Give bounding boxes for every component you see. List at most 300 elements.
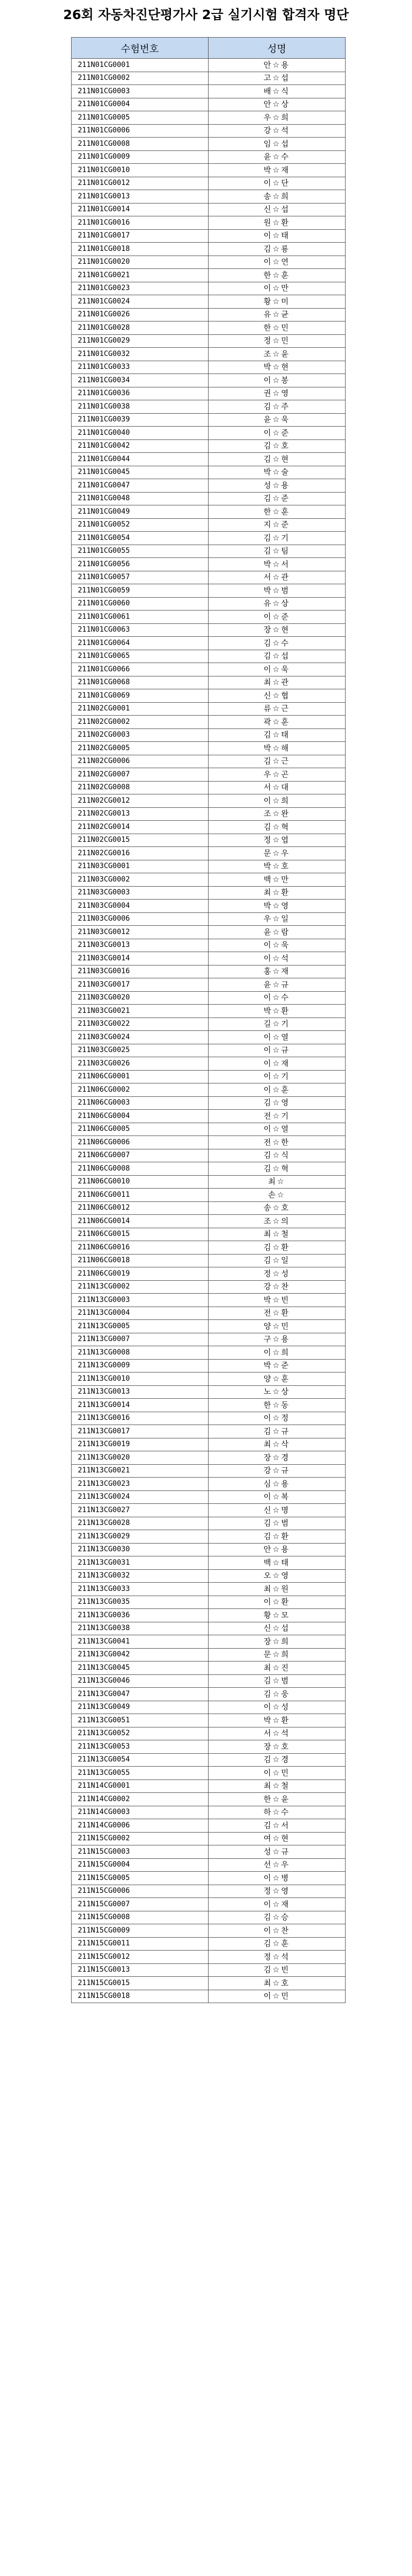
name-cell: 조☆완 <box>209 807 346 821</box>
table-row <box>72 1662 346 1675</box>
name-cell: 이☆연 <box>209 256 346 269</box>
exam-number-cell: 211N03CG0024 <box>72 1031 209 1044</box>
exam-number-cell: 211N15CG0004 <box>72 1858 209 1872</box>
name-cell: 박☆영 <box>209 900 346 913</box>
exam-number-cell: 211N01CG0064 <box>72 637 209 650</box>
name-cell: 장☆경 <box>209 1451 346 1465</box>
exam-number-cell: 211N13CG0007 <box>72 1333 209 1346</box>
exam-number-cell: 211N13CG0014 <box>72 1399 209 1412</box>
exam-number-cell: 211N01CG0005 <box>72 111 209 125</box>
name-cell: 박☆술 <box>209 466 346 479</box>
name-cell: 문☆희 <box>209 1648 346 1662</box>
name-cell: 김☆범 <box>209 1517 346 1530</box>
name-cell: 배☆식 <box>209 85 346 98</box>
exam-number-cell: 211N06CG0019 <box>72 1267 209 1281</box>
table-row <box>72 623 346 637</box>
name-cell: 박☆환 <box>209 1005 346 1018</box>
exam-number-cell: 211N14CG0002 <box>72 1793 209 1806</box>
name-cell: 최☆삭 <box>209 1438 346 1451</box>
name-cell: 조☆의 <box>209 1215 346 1228</box>
exam-number-cell: 211N06CG0008 <box>72 1162 209 1176</box>
exam-number-cell: 211N03CG0001 <box>72 860 209 873</box>
name-cell: 김☆혁 <box>209 1162 346 1176</box>
name-cell: 권☆영 <box>209 387 346 400</box>
name-cell: 이☆훈 <box>209 1083 346 1097</box>
name-cell: 지☆준 <box>209 518 346 532</box>
table-row <box>72 1005 346 1018</box>
table-row <box>72 98 346 111</box>
table-row <box>72 821 346 834</box>
table-row <box>72 72 346 85</box>
exam-number-cell: 211N01CG0068 <box>72 676 209 689</box>
exam-number-cell: 211N01CG0013 <box>72 190 209 204</box>
table-row <box>72 269 346 282</box>
table-row <box>72 1307 346 1320</box>
exam-number-cell: 211N15CG0005 <box>72 1872 209 1885</box>
exam-number-cell: 211N13CG0017 <box>72 1425 209 1438</box>
name-cell: 이☆준 <box>209 427 346 440</box>
exam-number-cell: 211N01CG0010 <box>72 164 209 177</box>
table-row <box>72 1937 346 1951</box>
table-row <box>72 1438 346 1451</box>
name-cell: 홍☆재 <box>209 965 346 978</box>
name-cell: 이☆재 <box>209 1057 346 1071</box>
exam-number-cell: 211N13CG0004 <box>72 1307 209 1320</box>
table-row <box>72 978 346 992</box>
exam-number-cell: 211N03CG0012 <box>72 926 209 939</box>
name-cell: 김☆승 <box>209 1911 346 1924</box>
name-cell: 김☆섭 <box>209 650 346 663</box>
table-row <box>72 400 346 414</box>
name-cell: 신☆협 <box>209 689 346 703</box>
exam-number-cell: 211N01CG0002 <box>72 72 209 85</box>
name-cell: 김☆식 <box>209 1149 346 1162</box>
exam-number-cell: 211N13CG0008 <box>72 1346 209 1360</box>
table-row <box>72 1070 346 1083</box>
name-cell: 이☆만 <box>209 282 346 295</box>
table-row <box>72 650 346 663</box>
exam-number-cell: 211N06CG0004 <box>72 1110 209 1123</box>
name-cell: 이☆기 <box>209 1070 346 1083</box>
name-cell: 김☆태 <box>209 728 346 742</box>
name-cell: 손☆ <box>209 1189 346 1202</box>
table-row <box>72 1031 346 1044</box>
table-row <box>72 728 346 742</box>
exam-number-cell: 211N03CG0003 <box>72 886 209 900</box>
exam-number-cell: 211N03CG0022 <box>72 1018 209 1031</box>
name-cell: 길☆기 <box>209 1018 346 1031</box>
exam-number-cell: 211N01CG0061 <box>72 611 209 624</box>
table-row <box>72 150 346 164</box>
exam-number-cell: 211N14CG0003 <box>72 1806 209 1819</box>
table-row <box>72 164 346 177</box>
exam-number-cell: 211N13CG0038 <box>72 1622 209 1635</box>
name-cell: 성☆용 <box>209 479 346 493</box>
name-cell: 정☆석 <box>209 1951 346 1964</box>
exam-number-cell: 211N01CG0056 <box>72 558 209 571</box>
name-cell: 정☆영 <box>209 1885 346 1898</box>
name-cell: 백☆만 <box>209 873 346 887</box>
table-row <box>72 1359 346 1372</box>
exam-number-cell: 211N06CG0015 <box>72 1228 209 1241</box>
name-cell: 이☆석 <box>209 952 346 965</box>
table-row <box>72 1201 346 1215</box>
name-cell: 한☆훈 <box>209 269 346 282</box>
table-row <box>72 111 346 125</box>
name-cell: 박☆서 <box>209 558 346 571</box>
table-row <box>72 1793 346 1806</box>
table-row <box>72 1674 346 1688</box>
table-row <box>72 1609 346 1622</box>
exam-number-cell: 211N13CG0024 <box>72 1490 209 1504</box>
name-cell: 곽☆훈 <box>209 716 346 729</box>
exam-number-cell: 211N13CG0046 <box>72 1674 209 1688</box>
table-row <box>72 532 346 545</box>
exam-number-cell: 211N01CG0040 <box>72 427 209 440</box>
exam-number-cell: 211N14CG0001 <box>72 1780 209 1793</box>
exam-number-cell: 211N13CG0055 <box>72 1767 209 1780</box>
table-row <box>72 1333 346 1346</box>
name-cell: 이☆열 <box>209 1031 346 1044</box>
table-row <box>72 190 346 204</box>
name-cell: 원☆환 <box>209 216 346 230</box>
exam-number-cell: 211N01CG0052 <box>72 518 209 532</box>
table-row <box>72 229 346 243</box>
table-row <box>72 1083 346 1097</box>
table-row <box>72 1963 346 1977</box>
table-row <box>72 1951 346 1964</box>
exam-number-cell: 211N01CG0066 <box>72 663 209 676</box>
exam-number-cell: 211N02CG0002 <box>72 716 209 729</box>
name-cell: 김☆서 <box>209 1819 346 1833</box>
name-cell: 이☆환 <box>209 1596 346 1609</box>
name-cell: 장☆호 <box>209 1740 346 1754</box>
exam-number-cell: 211N06CG0005 <box>72 1123 209 1136</box>
name-cell: 선☆우 <box>209 1858 346 1872</box>
table-row <box>72 1464 346 1478</box>
exam-number-cell: 211N15CG0007 <box>72 1898 209 1911</box>
table-row <box>72 597 346 611</box>
table-row <box>72 295 346 309</box>
exam-number-cell: 211N01CG0009 <box>72 150 209 164</box>
exam-number-cell: 211N01CG0059 <box>72 584 209 598</box>
table-row <box>72 637 346 650</box>
table-row <box>72 321 346 335</box>
exam-number-cell: 211N06CG0007 <box>72 1149 209 1162</box>
exam-number-cell: 211N02CG0016 <box>72 847 209 860</box>
name-cell: 유☆균 <box>209 308 346 321</box>
name-cell: 성☆규 <box>209 1845 346 1859</box>
table-row <box>72 1924 346 1938</box>
exam-number-cell: 211N13CG0047 <box>72 1688 209 1701</box>
name-cell: 이☆성 <box>209 1701 346 1714</box>
name-cell: 임☆섭 <box>209 138 346 151</box>
table-row <box>72 1858 346 1872</box>
table-row <box>72 716 346 729</box>
name-cell: 김☆룡 <box>209 243 346 256</box>
name-cell: 최☆관 <box>209 676 346 689</box>
table-row <box>72 361 346 374</box>
exam-number-cell: 211N13CG0052 <box>72 1727 209 1740</box>
table-row <box>72 1727 346 1740</box>
name-cell: 최☆ <box>209 1175 346 1189</box>
exam-number-cell: 211N01CG0042 <box>72 439 209 453</box>
table-row <box>72 1018 346 1031</box>
table-row <box>72 558 346 571</box>
table-row <box>72 1688 346 1701</box>
name-cell: 강☆석 <box>209 124 346 138</box>
table-row <box>72 1412 346 1425</box>
name-cell: 최☆진 <box>209 1662 346 1675</box>
exam-number-cell: 211N13CG0016 <box>72 1412 209 1425</box>
exam-number-cell: 211N13CG0031 <box>72 1556 209 1570</box>
name-cell: 최☆철 <box>209 1228 346 1241</box>
exam-number-cell: 211N15CG0006 <box>72 1885 209 1898</box>
exam-number-cell: 211N02CG0014 <box>72 821 209 834</box>
name-cell: 장☆현 <box>209 623 346 637</box>
exam-number-cell: 211N13CG0020 <box>72 1451 209 1465</box>
name-cell: 전☆한 <box>209 1136 346 1149</box>
name-cell: 김☆영 <box>209 1096 346 1110</box>
table-row <box>72 439 346 453</box>
name-cell: 황☆모 <box>209 1609 346 1622</box>
name-cell: 장☆희 <box>209 1635 346 1649</box>
name-cell: 서☆관 <box>209 571 346 584</box>
exam-number-cell: 211N01CG0045 <box>72 466 209 479</box>
exam-number-cell: 211N13CG0029 <box>72 1530 209 1544</box>
name-cell: 조☆윤 <box>209 348 346 361</box>
exam-number-cell: 211N02CG0006 <box>72 755 209 768</box>
exam-number-cell: 211N13CG0030 <box>72 1543 209 1556</box>
table-row <box>72 203 346 216</box>
table-row <box>72 1898 346 1911</box>
table-row <box>72 1740 346 1754</box>
name-cell: 박☆범 <box>209 584 346 598</box>
exam-number-cell: 211N03CG0013 <box>72 939 209 952</box>
table-row <box>72 124 346 138</box>
table-row <box>72 59 346 72</box>
table-row <box>72 702 346 716</box>
exam-number-cell: 211N02CG0015 <box>72 834 209 847</box>
name-cell: 전☆환 <box>209 1307 346 1320</box>
name-cell: 김☆근 <box>209 755 346 768</box>
exam-number-cell: 211N03CG0020 <box>72 991 209 1005</box>
table-row <box>72 1845 346 1859</box>
name-cell: 김☆주 <box>209 400 346 414</box>
exam-number-cell: 211N06CG0003 <box>72 1096 209 1110</box>
table-row <box>72 1294 346 1307</box>
table-row <box>72 1517 346 1530</box>
name-cell: 심☆용 <box>209 1478 346 1491</box>
exam-number-cell: 211N06CG0001 <box>72 1070 209 1083</box>
name-cell: 구☆용 <box>209 1333 346 1346</box>
exam-number-cell: 211N01CG0003 <box>72 85 209 98</box>
name-cell: 신☆섭 <box>209 203 346 216</box>
table-row <box>72 243 346 256</box>
table-row <box>72 860 346 873</box>
table-row <box>72 466 346 479</box>
exam-number-cell: 211N13CG0005 <box>72 1320 209 1333</box>
name-cell: 여☆현 <box>209 1832 346 1845</box>
table-row <box>72 1832 346 1845</box>
column-header-exam-number: 수험번호 <box>72 38 209 59</box>
table-row <box>72 1136 346 1149</box>
name-cell: 이☆수 <box>209 991 346 1005</box>
exam-number-cell: 211N03CG0017 <box>72 978 209 992</box>
name-cell: 서☆대 <box>209 781 346 794</box>
name-cell: 김☆준 <box>209 492 346 505</box>
exam-number-cell: 211N03CG0006 <box>72 912 209 926</box>
name-cell: 한☆윤 <box>209 1793 346 1806</box>
exam-number-cell: 211N13CG0028 <box>72 1517 209 1530</box>
name-cell: 신☆섭 <box>209 1622 346 1635</box>
name-cell: 최☆원 <box>209 1583 346 1596</box>
name-cell: 이☆봉 <box>209 374 346 387</box>
name-cell: 김☆혁 <box>209 821 346 834</box>
exam-number-cell: 211N01CG0028 <box>72 321 209 335</box>
name-cell: 오☆영 <box>209 1569 346 1583</box>
table-row <box>72 1110 346 1123</box>
exam-number-cell: 211N06CG0006 <box>72 1136 209 1149</box>
table-row <box>72 177 346 190</box>
name-cell: 이☆복 <box>209 1490 346 1504</box>
name-cell: 윤☆규 <box>209 978 346 992</box>
table-row <box>72 85 346 98</box>
name-cell: 하☆수 <box>209 1806 346 1819</box>
table-row <box>72 1596 346 1609</box>
table-row <box>72 1162 346 1176</box>
exam-number-cell: 211N01CG0023 <box>72 282 209 295</box>
name-cell: 양☆민 <box>209 1320 346 1333</box>
table-row <box>72 611 346 624</box>
table-row <box>72 1767 346 1780</box>
name-cell: 최☆철 <box>209 1780 346 1793</box>
table-row <box>72 1267 346 1281</box>
exam-number-cell: 211N15CG0013 <box>72 1963 209 1977</box>
table-row <box>72 1569 346 1583</box>
exam-number-cell: 211N03CG0002 <box>72 873 209 887</box>
name-cell: 안☆용 <box>209 1543 346 1556</box>
exam-number-cell: 211N15CG0011 <box>72 1937 209 1951</box>
exam-number-cell: 211N02CG0001 <box>72 702 209 716</box>
table-row <box>72 873 346 887</box>
exam-number-cell: 211N15CG0002 <box>72 1832 209 1845</box>
exam-number-cell: 211N06CG0010 <box>72 1175 209 1189</box>
table-row <box>72 1320 346 1333</box>
table-row <box>72 755 346 768</box>
name-cell: 백☆태 <box>209 1556 346 1570</box>
table-row <box>72 1280 346 1294</box>
name-cell: 전☆기 <box>209 1110 346 1123</box>
name-cell: 박☆해 <box>209 742 346 755</box>
exam-number-cell: 211N06CG0016 <box>72 1241 209 1255</box>
name-cell: 이☆민 <box>209 1990 346 2003</box>
name-cell: 우☆희 <box>209 111 346 125</box>
table-row <box>72 834 346 847</box>
exam-number-cell: 211N15CG0015 <box>72 1977 209 1990</box>
name-cell: 고☆섭 <box>209 72 346 85</box>
table-row <box>72 505 346 519</box>
name-cell: 박☆빈 <box>209 1294 346 1307</box>
table-row <box>72 1885 346 1898</box>
table-row <box>72 807 346 821</box>
name-cell: 김☆규 <box>209 1425 346 1438</box>
exam-number-cell: 211N01CG0038 <box>72 400 209 414</box>
exam-number-cell: 211N02CG0003 <box>72 728 209 742</box>
table-body <box>72 59 346 2003</box>
table-row <box>72 1648 346 1662</box>
name-cell: 박☆준 <box>209 1359 346 1372</box>
name-cell: 김☆일 <box>209 1254 346 1267</box>
name-cell: 박☆재 <box>209 164 346 177</box>
name-cell: 이☆규 <box>209 1044 346 1057</box>
page-title: 26회 자동차진단평가사 2급 실기시험 합격자 명단 <box>63 7 349 22</box>
exam-number-cell: 211N13CG0013 <box>72 1385 209 1399</box>
exam-number-cell: 211N01CG0026 <box>72 308 209 321</box>
table-row <box>72 1123 346 1136</box>
name-cell: 이☆준 <box>209 611 346 624</box>
table-row <box>72 571 346 584</box>
table-row <box>72 492 346 505</box>
table-row <box>72 1753 346 1767</box>
table-header-row <box>72 38 346 59</box>
name-cell: 안☆상 <box>209 98 346 111</box>
exam-number-cell: 211N13CG0003 <box>72 1294 209 1307</box>
table-row <box>72 387 346 400</box>
name-cell: 이☆찬 <box>209 1924 346 1938</box>
name-cell: 강☆규 <box>209 1464 346 1478</box>
name-cell: 김☆범 <box>209 1674 346 1688</box>
exam-number-cell: 211N02CG0007 <box>72 768 209 782</box>
table-row <box>72 1504 346 1517</box>
exam-number-cell: 211N06CG0012 <box>72 1201 209 1215</box>
table-row <box>72 926 346 939</box>
exam-number-cell: 211N01CG0047 <box>72 479 209 493</box>
name-cell: 김☆기 <box>209 532 346 545</box>
name-cell: 김☆경 <box>209 1753 346 1767</box>
exam-number-cell: 211N06CG0011 <box>72 1189 209 1202</box>
name-cell: 서☆석 <box>209 1727 346 1740</box>
table-row <box>72 1635 346 1649</box>
exam-number-cell: 211N13CG0035 <box>72 1596 209 1609</box>
name-cell: 한☆훈 <box>209 505 346 519</box>
exam-number-cell: 211N03CG0004 <box>72 900 209 913</box>
exam-number-cell: 211N01CG0016 <box>72 216 209 230</box>
table-row <box>72 991 346 1005</box>
table-row <box>72 965 346 978</box>
table-row <box>72 794 346 808</box>
table-row <box>72 1819 346 1833</box>
table-row <box>72 1425 346 1438</box>
exam-number-cell: 211N13CG0045 <box>72 1662 209 1675</box>
name-cell: 김☆현 <box>209 453 346 466</box>
exam-number-cell: 211N13CG0053 <box>72 1740 209 1754</box>
exam-number-cell: 211N13CG0010 <box>72 1372 209 1386</box>
table-row <box>72 1977 346 1990</box>
table-row <box>72 939 346 952</box>
table-row <box>72 334 346 348</box>
table-row <box>72 138 346 151</box>
name-cell: 최☆호 <box>209 1977 346 1990</box>
exam-number-cell: 211N01CG0021 <box>72 269 209 282</box>
name-cell: 이☆욱 <box>209 663 346 676</box>
table-row <box>72 1254 346 1267</box>
name-cell: 양☆훈 <box>209 1372 346 1386</box>
table-row <box>72 1622 346 1635</box>
name-cell: 윤☆람 <box>209 926 346 939</box>
table-row <box>72 1556 346 1570</box>
table-row <box>72 413 346 427</box>
